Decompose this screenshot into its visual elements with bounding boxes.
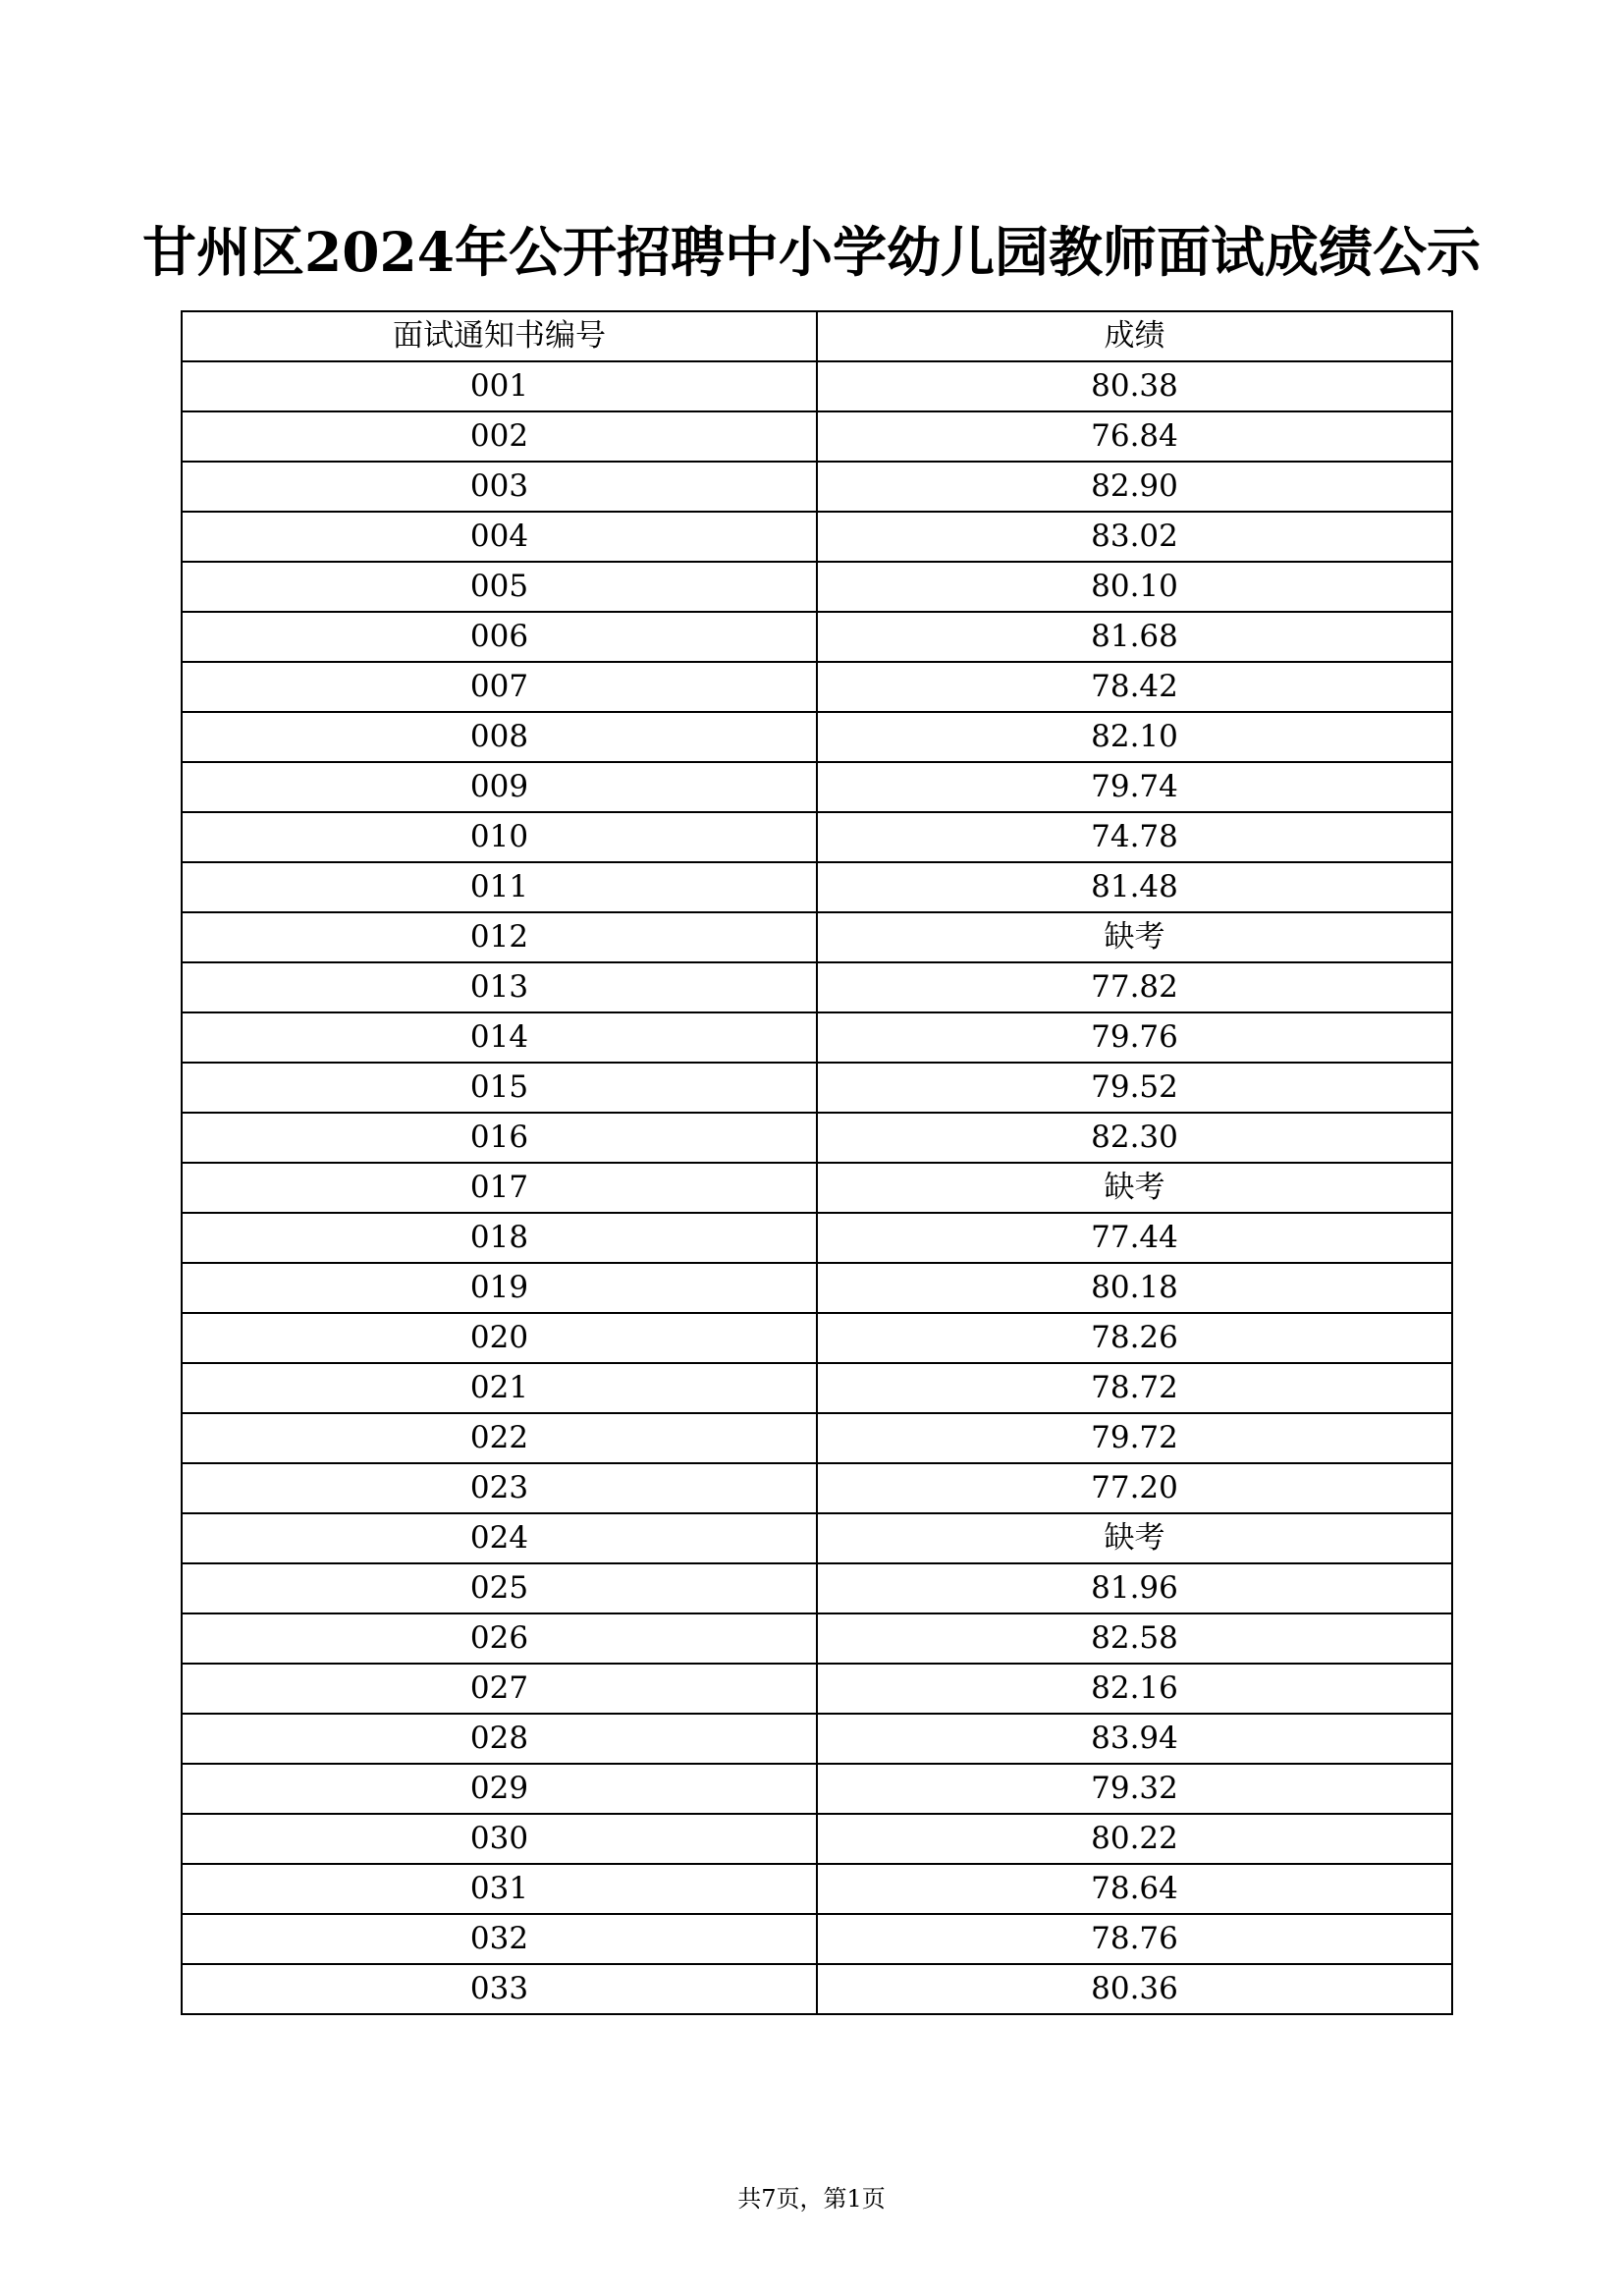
score-cell: 78.76 [817, 1914, 1452, 1964]
table-row [182, 662, 1452, 712]
table-row [182, 1914, 1452, 1964]
notice-number-cell: 024 [182, 1513, 817, 1563]
table-row [182, 912, 1452, 962]
notice-number-cell: 012 [182, 912, 817, 962]
notice-number-cell: 003 [182, 462, 817, 512]
score-cell: 82.10 [817, 712, 1452, 762]
page-footer: 共7页，第1页 [737, 2185, 886, 2213]
score-cell: 77.44 [817, 1213, 1452, 1263]
notice-number-cell: 022 [182, 1413, 817, 1463]
table-row [182, 1964, 1452, 2014]
table-row [182, 612, 1452, 662]
table-row [182, 1513, 1452, 1563]
score-cell: 81.48 [817, 862, 1452, 912]
table-row [182, 862, 1452, 912]
table-row [182, 1463, 1452, 1513]
notice-number-cell: 029 [182, 1764, 817, 1814]
table-row [182, 411, 1452, 462]
notice-number-cell: 026 [182, 1613, 817, 1664]
score-cell: 80.22 [817, 1814, 1452, 1864]
table-row [182, 512, 1452, 562]
notice-number-cell: 021 [182, 1363, 817, 1413]
score-cell: 79.72 [817, 1413, 1452, 1463]
score-cell: 79.76 [817, 1012, 1452, 1063]
score-cell: 83.94 [817, 1714, 1452, 1764]
table-row [182, 762, 1452, 812]
notice-number-cell: 008 [182, 712, 817, 762]
table-row [182, 1664, 1452, 1714]
notice-number-cell: 027 [182, 1664, 817, 1714]
score-cell: 82.16 [817, 1664, 1452, 1714]
notice-number-cell: 014 [182, 1012, 817, 1063]
score-cell: 77.20 [817, 1463, 1452, 1513]
score-cell: 80.18 [817, 1263, 1452, 1313]
table-row [182, 1613, 1452, 1664]
notice-number-cell: 005 [182, 562, 817, 612]
notice-number-cell: 020 [182, 1313, 817, 1363]
notice-number-cell: 010 [182, 812, 817, 862]
score-cell: 81.96 [817, 1563, 1452, 1613]
score-cell: 81.68 [817, 612, 1452, 662]
score-table [181, 310, 1453, 2015]
table-row [182, 812, 1452, 862]
table-row [182, 1814, 1452, 1864]
header-score: 成绩 [817, 311, 1452, 361]
notice-number-cell: 033 [182, 1964, 817, 2014]
notice-number-cell: 016 [182, 1113, 817, 1163]
notice-number-cell: 001 [182, 361, 817, 411]
table-row [182, 1714, 1452, 1764]
score-cell: 80.38 [817, 361, 1452, 411]
table-row [182, 361, 1452, 411]
table-row [182, 712, 1452, 762]
notice-number-cell: 013 [182, 962, 817, 1012]
table-row [182, 1363, 1452, 1413]
notice-number-cell: 032 [182, 1914, 817, 1964]
table-row [182, 1263, 1452, 1313]
notice-number-cell: 018 [182, 1213, 817, 1263]
notice-number-cell: 011 [182, 862, 817, 912]
notice-number-cell: 009 [182, 762, 817, 812]
score-cell: 82.30 [817, 1113, 1452, 1163]
table-row [182, 462, 1452, 512]
table-row [182, 1563, 1452, 1613]
score-cell: 83.02 [817, 512, 1452, 562]
score-cell: 74.78 [817, 812, 1452, 862]
score-cell: 77.82 [817, 962, 1452, 1012]
score-cell: 82.90 [817, 462, 1452, 512]
notice-number-cell: 019 [182, 1263, 817, 1313]
score-cell: 76.84 [817, 411, 1452, 462]
page-title: 甘州区2024年公开招聘中小学幼儿园教师面试成绩公示 [141, 220, 1482, 284]
score-cell: 82.58 [817, 1613, 1452, 1664]
table-row [182, 1113, 1452, 1163]
score-cell: 缺考 [817, 1163, 1452, 1213]
score-cell: 缺考 [817, 912, 1452, 962]
table-row [182, 1163, 1452, 1213]
score-cell: 78.42 [817, 662, 1452, 712]
score-cell: 缺考 [817, 1513, 1452, 1563]
notice-number-cell: 015 [182, 1063, 817, 1113]
table-row [182, 562, 1452, 612]
table-header-row [182, 311, 1452, 361]
score-cell: 78.26 [817, 1313, 1452, 1363]
score-cell: 79.52 [817, 1063, 1452, 1113]
table-row [182, 1063, 1452, 1113]
notice-number-cell: 025 [182, 1563, 817, 1613]
table-row [182, 1012, 1452, 1063]
score-cell: 79.74 [817, 762, 1452, 812]
table-row [182, 962, 1452, 1012]
table-row [182, 1213, 1452, 1263]
notice-number-cell: 007 [182, 662, 817, 712]
table-row [182, 1413, 1452, 1463]
score-cell: 80.36 [817, 1964, 1452, 2014]
table-row [182, 1764, 1452, 1814]
score-cell: 80.10 [817, 562, 1452, 612]
notice-number-cell: 017 [182, 1163, 817, 1213]
notice-number-cell: 030 [182, 1814, 817, 1864]
table-row [182, 1313, 1452, 1363]
notice-number-cell: 031 [182, 1864, 817, 1914]
notice-number-cell: 002 [182, 411, 817, 462]
notice-number-cell: 004 [182, 512, 817, 562]
table-row [182, 1864, 1452, 1914]
header-notice-number: 面试通知书编号 [182, 311, 817, 361]
notice-number-cell: 028 [182, 1714, 817, 1764]
notice-number-cell: 023 [182, 1463, 817, 1513]
table-body [182, 361, 1452, 2014]
score-cell: 78.64 [817, 1864, 1452, 1914]
score-cell: 79.32 [817, 1764, 1452, 1814]
notice-number-cell: 006 [182, 612, 817, 662]
score-cell: 78.72 [817, 1363, 1452, 1413]
